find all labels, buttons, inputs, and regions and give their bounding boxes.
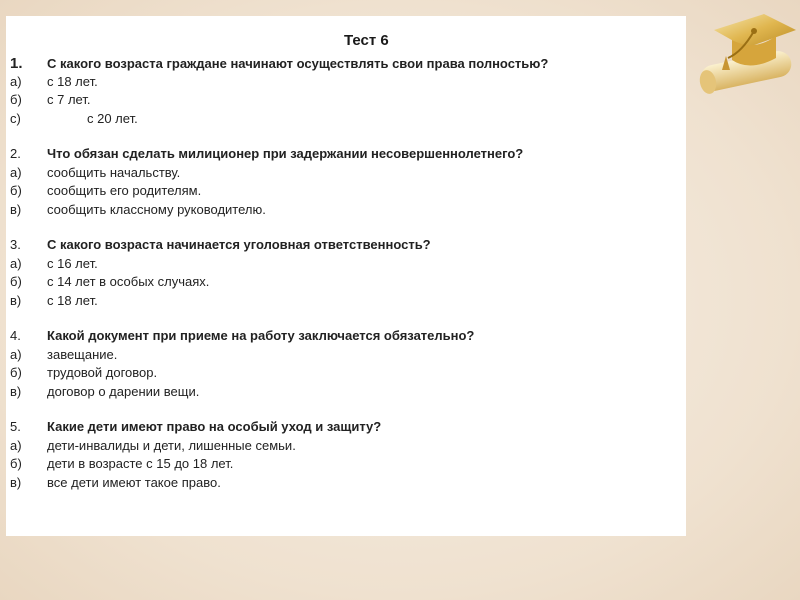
answer-text: с 16 лет.	[47, 255, 98, 271]
question-3	[10, 237, 680, 311]
answer-label: a)	[10, 437, 22, 453]
question-text: С какого возраста граждане начинают осуществлять свои права полностью?	[47, 56, 549, 71]
answer-label: в)	[10, 383, 22, 399]
answer-label: в)	[10, 292, 22, 308]
answer-text: сообщить классному руководителю.	[47, 201, 266, 217]
question-number: 3.	[10, 237, 21, 252]
answer-text: завещание.	[47, 346, 118, 362]
question-text: Какой документ при приеме на работу заключается обязательно?	[47, 328, 475, 343]
answer-text: дети в возрасте с 15 до 18 лет.	[47, 456, 234, 471]
question-text: С какого возраста начинается уголовная ответственность?	[47, 237, 431, 252]
answer-label: a)	[10, 255, 22, 271]
answer-text: с 18 лет.	[47, 292, 98, 308]
question-list	[10, 55, 680, 510]
test-title: Тест 6	[344, 32, 389, 49]
answer-label: a)	[10, 164, 22, 180]
question-5	[10, 419, 680, 493]
answer-label: б)	[10, 92, 22, 107]
answer-text: с 14 лет в особых случаях.	[47, 274, 210, 289]
answer-text: сообщить начальству.	[47, 164, 181, 180]
question-text: Какие дети имеют право на особый уход и защиту?	[47, 419, 382, 434]
answer-label: в)	[10, 474, 22, 490]
question-1	[10, 55, 680, 129]
answer-label: a)	[10, 73, 22, 89]
answer-text: дети-инвалиды и дети, лишенные семьи.	[47, 437, 296, 453]
question-number: 5.	[10, 419, 21, 434]
question-number: 1.	[10, 55, 23, 72]
question-number: 4.	[10, 328, 21, 343]
answer-text: с 18 лет.	[47, 73, 98, 89]
answer-label: б)	[10, 183, 22, 198]
question-4	[10, 328, 680, 402]
answer-label: a)	[10, 346, 22, 362]
answer-label: б)	[10, 456, 22, 471]
answer-text: сообщить его родителям.	[47, 183, 202, 198]
answer-text: с 7 лет.	[47, 92, 91, 107]
answer-text: все дети имеют такое право.	[47, 474, 221, 490]
graduation-cap-icon	[680, 0, 800, 110]
question-number: 2.	[10, 146, 21, 161]
answer-text: с 20 лет.	[87, 110, 138, 126]
answer-label: в)	[10, 201, 22, 217]
answer-label: б)	[10, 365, 22, 380]
question-text: Что обязан сделать милиционер при задержании несовершеннолетнего?	[47, 146, 524, 161]
answer-text: трудовой договор.	[47, 365, 158, 380]
question-2	[10, 146, 680, 220]
answer-text: договор о дарении вещи.	[47, 383, 200, 399]
answer-label: б)	[10, 274, 22, 289]
answer-label: c)	[10, 110, 21, 126]
